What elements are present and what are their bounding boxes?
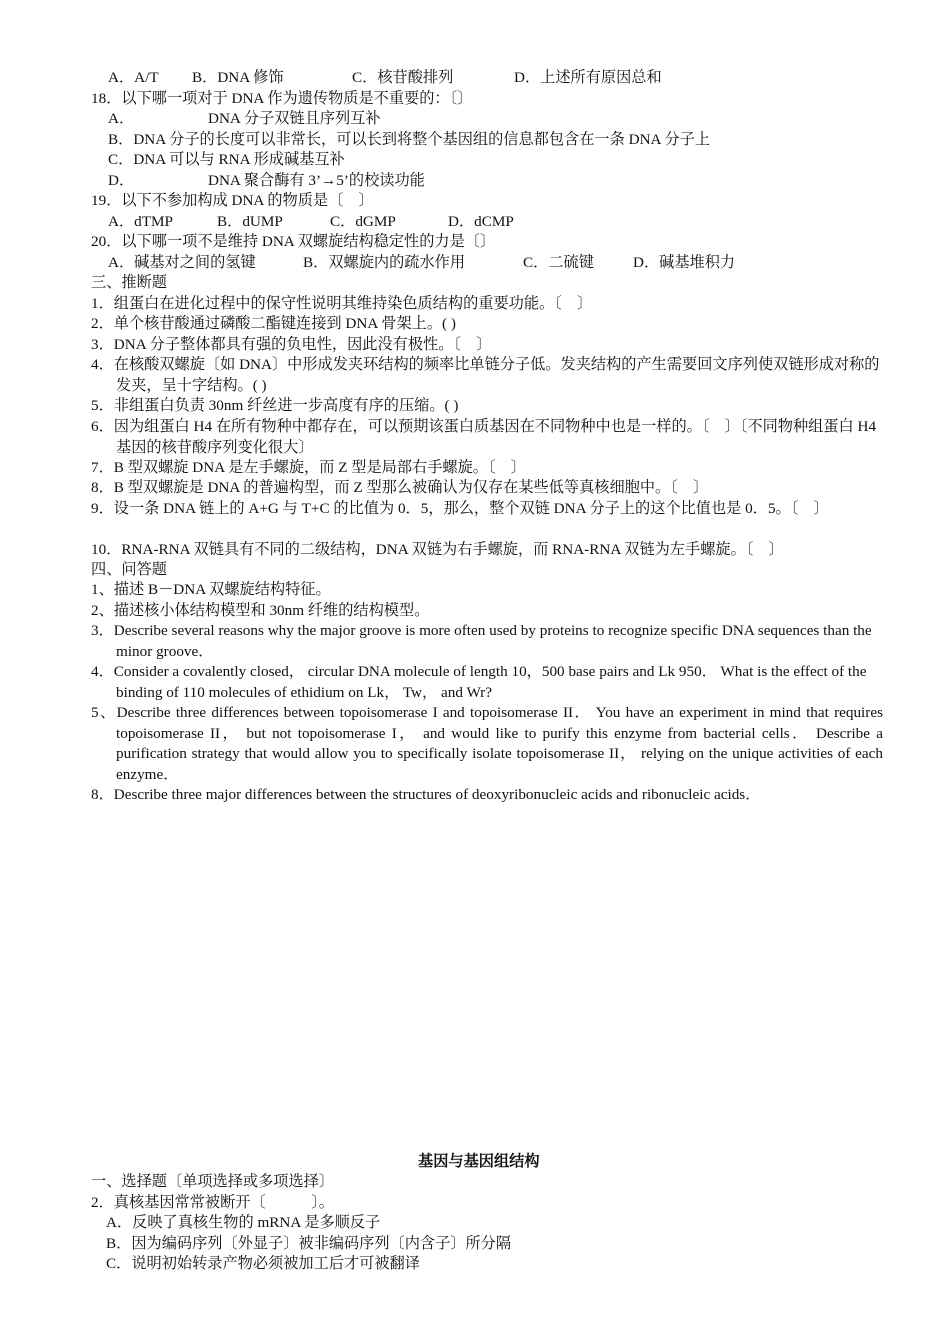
part2-q2-option-b: B．因为编码序列〔外显子〕被非编码序列〔内含子〕所分隔 <box>106 1235 512 1252</box>
s3-item-1: 1．组蛋白在进化过程中的保守性说明其维持染色质结构的重要功能。〔 〕 <box>91 295 593 312</box>
q19-option-c: C．dGMP <box>330 213 396 230</box>
s3-item-5: 5．非组蛋白负责 30nm 纤丝进一步高度有序的压缩。( ) <box>91 397 459 414</box>
q20-option-d: D．碱基堆积力 <box>633 254 736 271</box>
s3-item-4: 4．在核酸双螺旋〔如 DNA〕中形成发夹环结构的频率比单链分子低。发夹结构的产生需要回文序列使双链形成对称的发夹，呈十字结构。( ) <box>91 356 880 394</box>
s3-item-7: 7．B 型双螺旋 DNA 是左手螺旋，而 Z 型是局部右手螺旋。〔 〕 <box>91 459 526 476</box>
q19-option-d: D．dCMP <box>448 213 514 230</box>
q17-option-c: C．核苷酸排列 <box>352 69 454 86</box>
q17-option-a: A．A/T <box>108 69 159 86</box>
q20-stem: 20．以下哪一项不是维持 DNA 双螺旋结构稳定性的力是〔〕 <box>91 233 496 250</box>
q20-option-b: B．双螺旋内的疏水作用 <box>303 254 466 271</box>
s3-item-8: 8．B 型双螺旋是 DNA 的普遍构型，而 Z 型那么被确认为仅存在某些低等真核细胞中。〔 〕 <box>91 479 709 496</box>
q20-option-c: C．二硫键 <box>523 254 594 271</box>
s4-item-1: 1、描述 B－DNA 双螺旋结构特征。 <box>91 581 331 598</box>
q19-option-a: A．dTMP <box>108 213 173 230</box>
s3-item-10: 10．RNA-RNA 双链具有不同的二级结构，DNA 双链为右手螺旋，而 RNA-RNA 双链为左手螺旋。〔 〕 <box>91 541 784 558</box>
q18-option-b: B．DNA 分子的长度可以非常长，可以长到将整个基因组的信息都包含在一条 DNA 分子上 <box>108 131 711 148</box>
q20-options <box>108 253 735 273</box>
s4-item-8: 8．Describe three major differences between the structures of deoxyribonucleic acids and ribonucleic acids． <box>91 786 761 803</box>
s3-item-3: 3．DNA 分子整体都具有强的负电性，因此没有极性。〔 〕 <box>91 336 492 353</box>
s4-item-3: 3．Describe several reasons why the major groove is more often used by proteins to recognize specific DNA sequences than the minor groove． <box>91 622 872 660</box>
section4-heading: 四、问答题 <box>91 561 167 578</box>
q19-stem: 19．以下不参加构成 DNA 的物质是〔 〕 <box>91 192 374 209</box>
s3-item-9: 9．设一条 DNA 链上的 A+G 与 T+C 的比值为 0．5，那么，整个双链 DNA 分子上的这个比值也是 0．5。〔 〕 <box>91 500 829 517</box>
part2-title: 基因与基因组结构 <box>418 1153 540 1170</box>
part2-q2-option-c: C．说明初始转录产物必须被加工后才可被翻译 <box>106 1255 420 1272</box>
s4-item-4: 4．Consider a covalently closed， circular DNA molecule of length 10，500 base pairs and Lk 950． What is the effect of the binding of 110 molecules of ethidium on Lk， Tw， and Wr? <box>91 663 867 701</box>
q18-option-a-text: DNA 分子双链且序列互补 <box>208 110 381 127</box>
q18-option-c: C．DNA 可以与 RNA 形成碱基互补 <box>108 151 345 168</box>
part2-q2-stem: 2．真核基因常常被断开〔 〕。 <box>91 1194 334 1211</box>
q18-option-d <box>108 171 425 191</box>
part2-q2-option-a: A．反映了真核生物的 mRNA 是多顺反子 <box>106 1214 381 1231</box>
s4-item-2: 2、描述核小体结构模型和 30nm 纤维的结构模型。 <box>91 602 430 619</box>
s3-item-2: 2．单个核苷酸通过磷酸二酯键连接到 DNA 骨架上。( ) <box>91 315 456 332</box>
q18-option-a <box>108 109 381 129</box>
q19-options <box>108 212 514 232</box>
q20-option-a: A．碱基对之间的氢键 <box>108 254 256 271</box>
q17-option-b: B．DNA 修饰 <box>192 69 284 86</box>
section3-heading: 三、推断题 <box>91 274 167 291</box>
q18-option-d-text: DNA 聚合酶有 3’→5’的校读功能 <box>208 172 425 189</box>
q17-options <box>108 68 662 88</box>
q18-stem: 18．以下哪一项对于 DNA 作为遗传物质是不重要的：〔〕 <box>91 90 473 107</box>
q18-option-d-label: D． <box>108 172 135 189</box>
q18-option-a-label: A． <box>108 110 135 127</box>
part2-section1-heading: 一、选择题〔单项选择或多项选择〕 <box>91 1173 334 1190</box>
q19-option-b: B．dUMP <box>217 213 283 230</box>
s4-item-5: 5、Describe three differences between topoisomerase I and topoisomerase II． You have an experiment in mind that requires topoisomerase II， but not topoisomerase I， and would like to purify this enzyme from bacterial cells． Describe a purification strategy that would allow you to specifically isolate topoisomerase II， relying on the unique activities of each enzyme． <box>91 704 883 783</box>
q17-option-d: D．上述所有原因总和 <box>514 69 662 86</box>
s3-item-6: 6．因为组蛋白 H4 在所有物种中都存在，可以预期该蛋白质基因在不同物种中也是一样的。〔 〕〔不同物种组蛋白 H4 基因的核苷酸序列变化很大〕 <box>91 418 877 456</box>
